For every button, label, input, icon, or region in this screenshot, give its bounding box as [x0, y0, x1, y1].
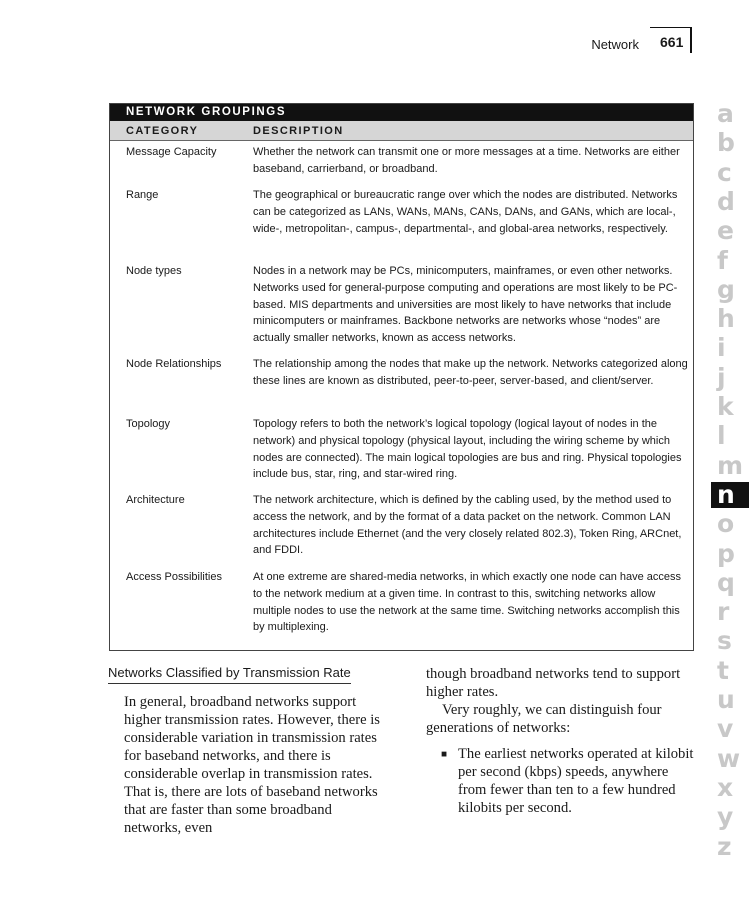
thumb-index-letter-e: e	[717, 216, 734, 246]
header-rule-vertical	[690, 27, 692, 53]
body-paragraph: In general, broadband networks support higher transmission rates. However, there is considerable variation in transmission rates for baseband networks, and there is considerable overlap in transmission rates. That is, there are lots of baseband networks that are faster than some broadband networks, even	[124, 694, 380, 836]
row-category: Access Possibilities	[126, 571, 222, 583]
body-paragraph-continued: though broadband networks tend to support higher rates.	[426, 666, 681, 700]
row-description: Topology refers to both the network’s logical topology (logical layout of nodes in the network) and physical topology (physical layout, including the wiring scheme by which nodes are connected). The main logical topologies are bus and ring. Physical topologies include bus, star, ring, and star-wired ring.	[253, 418, 682, 481]
thumb-index-letter-w: w	[717, 743, 741, 773]
row-description: The relationship among the nodes that make up the network. Networks categorized along these lines are known as distributed, peer-to-peer, server-based, and client/server.	[253, 358, 688, 387]
running-head-title: Network	[591, 37, 639, 52]
column-header-description: DESCRIPTION	[253, 125, 344, 137]
thumb-index-letter-b: b	[717, 128, 735, 158]
thumb-index-letter-s: s	[717, 626, 732, 656]
row-category: Node types	[126, 265, 182, 277]
thumb-index-letter-h: h	[717, 304, 735, 334]
row-description: Whether the network can transmit one or more messages at a time. Networks are either baseband, carrierband, or broadband.	[253, 146, 680, 175]
thumb-index-letter-q: q	[717, 567, 735, 597]
header-rule	[650, 27, 692, 28]
thumb-index-letter-g: g	[717, 274, 735, 304]
thumb-index-letter-i: i	[717, 333, 726, 363]
row-category: Range	[126, 189, 159, 201]
bullet-marker: ■	[441, 749, 448, 760]
thumb-index-letter-j: j	[717, 362, 726, 392]
page-number: 661	[660, 34, 684, 50]
thumb-index-letter-v: v	[717, 714, 734, 744]
body-paragraph: Very roughly, we can distinguish four generations of networks:	[426, 702, 662, 736]
row-category: Node Relationships	[126, 358, 222, 370]
column-header-category: CATEGORY	[126, 125, 199, 137]
table-header-row	[110, 121, 693, 141]
row-description: At one extreme are shared-media networks, in which exactly one node can have access to the network medium at a given time. In contrast to this, switching networks allow multiple nodes to use the network at the same time. Switching networks accomplish this by multiplexing.	[253, 571, 682, 634]
thumb-index-letter-f: f	[717, 245, 728, 275]
network-groupings-table	[109, 103, 694, 651]
row-category: Message Capacity	[126, 146, 217, 158]
thumb-index-letter-t: t	[717, 655, 729, 685]
thumb-index-letter-z: z	[717, 831, 732, 861]
thumb-index-letter-a: a	[717, 99, 734, 128]
thumb-index-letter-d: d	[717, 186, 735, 216]
row-description: Nodes in a network may be PCs, minicomputers, mainframes, or even other networks. Networks used for general-purpose computing and operations are most likely to be PC-based. MIS departments and universities are most likely to have networks that include minicomputers or mainframes. Backbone networks are networks whose “nodes” are actually smaller networks, known as access networks.	[253, 265, 678, 345]
thumb-index-letter-p: p	[717, 538, 735, 568]
row-category: Architecture	[126, 494, 185, 506]
thumb-index-letter-m: m	[717, 450, 744, 480]
thumb-index-letter-y: y	[717, 802, 734, 832]
bullet-item: The earliest networks operated at kilobit per second (kbps) speeds, anywhere from fewer than ten to a few hundred kilobits per second.	[458, 746, 694, 816]
row-description: The geographical or bureaucratic range over which the nodes are distributed. Networks can be categorized as LANs, WANs, MANs, CANs, DANs, and GANs, which are local-, wide-, metropolitan-, campus-, departmental-, and global-area networks, respectively.	[253, 189, 678, 235]
row-description: The network architecture, which is defined by the cabling used, by the method used to access the network, and by the format of a data packet on the network. Common LAN architectures include Ethernet (and the very closely related 802.3), Token Ring, ARCnet, and FDDI.	[253, 494, 682, 557]
table-title: NETWORK GROUPINGS	[110, 104, 693, 121]
thumb-index-letter-n: n	[711, 482, 749, 508]
section-heading: Networks Classified by Transmission Rate	[108, 665, 351, 684]
thumb-index-letter-l: l	[717, 421, 726, 451]
thumb-index-letter-k: k	[717, 392, 734, 421]
thumb-index-letter-c: c	[717, 157, 732, 187]
thumb-index-letter-u: u	[717, 685, 735, 714]
row-category: Topology	[126, 418, 171, 430]
thumb-index-letter-x: x	[717, 772, 734, 802]
thumb-index-letter-o: o	[717, 509, 735, 539]
thumb-index-letter-r: r	[717, 597, 730, 627]
